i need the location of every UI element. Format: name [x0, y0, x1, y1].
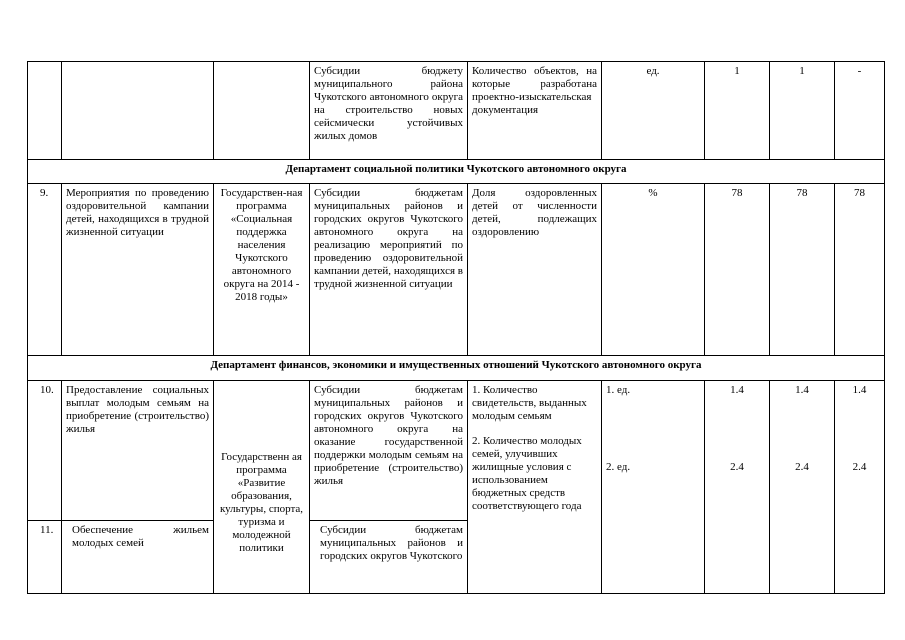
- cell-value-2: 1: [770, 62, 835, 160]
- table-row: [28, 356, 885, 381]
- cell-value-3: -: [835, 62, 885, 160]
- table-row: [28, 184, 885, 356]
- cell-value-3: [835, 381, 885, 594]
- cell-indicator: [468, 381, 602, 594]
- cell-value-1: [705, 381, 770, 594]
- value-1-1: 1.4: [730, 384, 744, 396]
- value-1-2: 2.4: [730, 461, 744, 473]
- cell-event: [62, 62, 214, 160]
- table-row: [28, 62, 885, 160]
- cell-subsidy: Субсидии бюджету муниципального района Чукотского автономного округа на строительство новых сейсмически устойчивых жилых домов: [310, 62, 468, 160]
- table-row: [28, 160, 885, 184]
- value-3-1: 1.4: [852, 384, 867, 396]
- cell-event: Обеспечение жильем молодых семей: [62, 521, 214, 594]
- cell-value-1: 1: [705, 62, 770, 160]
- cell-num: 11.: [28, 521, 62, 594]
- subsidy-table: [27, 61, 885, 594]
- cell-subsidy: Субсидии бюджетам муниципальных районов и городских округов Чукотского: [310, 521, 468, 594]
- unit-2: 2. ед.: [606, 461, 631, 473]
- cell-event: Предоставление социальных выплат молодым семьям на приобретение (строительство) жилья: [62, 381, 214, 521]
- indicator-1: 1. Количество свидетельств, выданных молодым семьям: [472, 384, 587, 422]
- cell-num: 9.: [28, 184, 62, 356]
- cell-num: 10.: [28, 381, 62, 521]
- cell-unit: [602, 381, 705, 594]
- cell-indicator: Доля оздоровленных детей от численности детей, подлежащих оздоровлению: [468, 184, 602, 356]
- cell-subsidy: Субсидии бюджетам муниципальных районов и городских округов Чукотского автономного округа на реализацию мероприятий по проведению оздоровительной кампании детей, находящихся в трудной жизненной ситуации: [310, 184, 468, 356]
- unit-1: 1. ед.: [606, 384, 631, 396]
- department-heading: Департамент финансов, экономики и имущественных отношений Чукотского автономного округа: [28, 356, 885, 381]
- cell-unit: %: [602, 184, 705, 356]
- table-row: [28, 381, 885, 521]
- cell-event: Мероприятия по проведению оздоровительной кампании детей, находящихся в трудной жизненной ситуации: [62, 184, 214, 356]
- cell-program: [214, 62, 310, 160]
- cell-value-3: 78: [835, 184, 885, 356]
- value-2-2: 2.4: [795, 461, 809, 473]
- cell-program: Государственн ая программа «Развитие образования, культуры, спорта, туризма и молодежной политики: [214, 381, 310, 594]
- cell-subsidy: Субсидии бюджетам муниципальных районов и городских округов Чукотского автономного округа на оказание государственной поддержки молодым семьям на приобретение (строительство) жилья: [310, 381, 468, 521]
- cell-value-2: 78: [770, 184, 835, 356]
- cell-value-2: [770, 381, 835, 594]
- cell-value-1: 78: [705, 184, 770, 356]
- cell-program: Государствен-ная программа «Социальная поддержка населения Чукотского автономного округа на 2014 - 2018 годы»: [214, 184, 310, 356]
- value-2-1: 1.4: [795, 384, 809, 396]
- indicator-2: 2. Количество молодых семей, улучивших жилищные условия с использованием бюджетных средств соответствующего года: [472, 435, 582, 512]
- cell-indicator: Количество объектов, на которые разработана проектно-изыскательская документация: [468, 62, 602, 160]
- value-3-2: 2.4: [852, 461, 867, 473]
- cell-num: [28, 62, 62, 160]
- department-heading: Департамент социальной политики Чукотского автономного округа: [28, 160, 885, 184]
- cell-unit: ед.: [602, 62, 705, 160]
